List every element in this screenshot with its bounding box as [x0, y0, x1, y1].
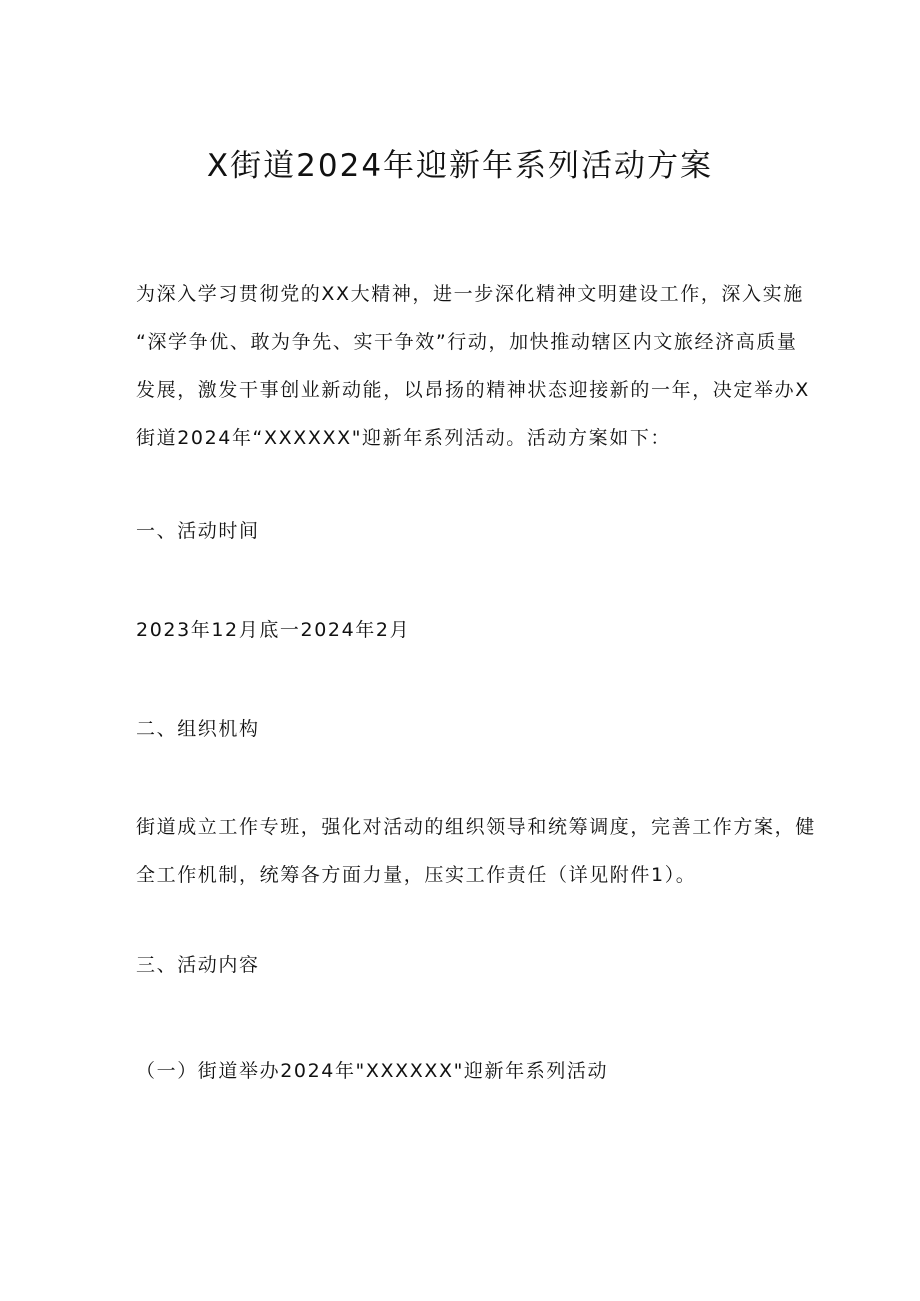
- intro-line: 为深入学习贯彻党的XX大精神，进一步深化精神文明建设工作，深入实施: [136, 283, 804, 305]
- intro-line: 街道2024年“XXXXXX"迎新年系列活动。活动方案如下：: [136, 427, 672, 449]
- intro-line: 发展，激发干事创业新动能，以昂扬的精神状态迎接新的一年，决定举办X: [136, 379, 810, 401]
- org-line: 全工作机制，统筹各方面力量，压实工作责任（详见附件1）。: [136, 864, 697, 886]
- section-org-heading: 二、组织机构: [136, 718, 260, 740]
- section-content-heading: 三、活动内容: [136, 954, 260, 976]
- section-time-heading: 一、活动时间: [136, 520, 260, 542]
- org-line: 街道成立工作专班，强化对活动的组织领导和统筹调度，完善工作方案，健: [136, 816, 816, 838]
- intro-line: “深学争优、敢为争先、实干争效”行动，加快推动辖区内文旅经济高质量: [136, 331, 798, 353]
- section-time-value: 2023年12月底一2024年2月: [136, 619, 411, 641]
- document-title: X街道2024年迎新年系列活动方案: [206, 148, 714, 184]
- section-org-paragraph: [136, 803, 816, 899]
- intro-paragraph: [136, 270, 810, 462]
- subsection-one-heading: （一）街道举办2024年"XXXXXX"迎新年系列活动: [136, 1060, 609, 1082]
